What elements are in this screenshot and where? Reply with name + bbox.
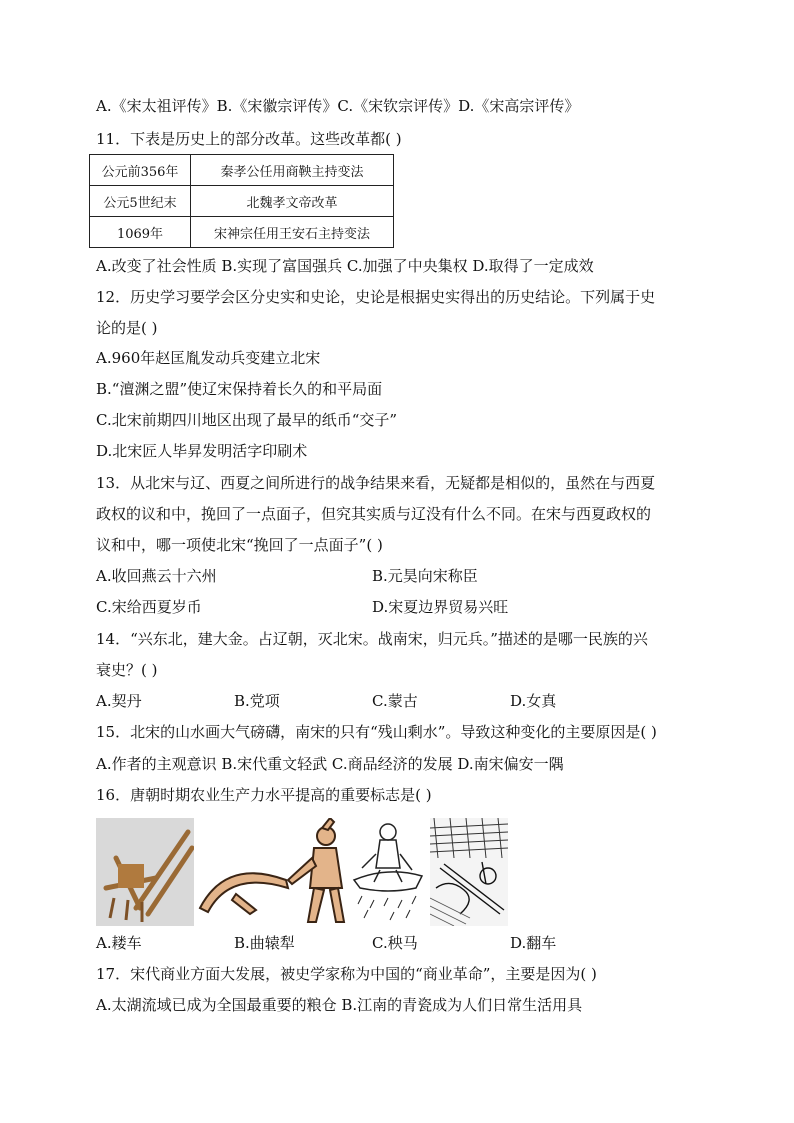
q14-stem-line1: 14．“兴东北，建大金。占辽朝，灭北宋。战南宋，归元兵。”描述的是哪一民族的兴	[96, 630, 648, 648]
q12-option-c: C.北宋前期四川地区出现了最早的纸币“交子”	[96, 411, 398, 429]
q10-options: A.《宋太祖评传》B.《宋徽宗评传》C.《宋钦宗评传》D.《宋高宗评传》	[96, 97, 580, 115]
table-row	[90, 155, 394, 186]
q14-option-a: A.契丹	[96, 692, 142, 710]
reform-table	[89, 154, 394, 248]
q13-option-a: A.收回燕云十六州	[96, 567, 217, 585]
q16-option-a: A.耧车	[96, 934, 142, 952]
q11-stem: 11．下表是历史上的部分改革。这些改革都( )	[96, 130, 402, 148]
q12-stem-line2: 论的是( )	[96, 319, 158, 337]
q12-option-a: A.960年赵匡胤发动兵变建立北宋	[96, 349, 321, 367]
louche-image	[96, 818, 194, 926]
q12-option-b: B.“澶渊之盟”使辽宋保持着长久的和平局面	[96, 380, 383, 398]
q13-option-d: D.宋夏边界贸易兴旺	[372, 598, 509, 616]
table-cell: 1069年	[90, 217, 191, 248]
q17-options: A.太湖流域已成为全国最重要的粮仓 B.江南的青瓷成为人们日常生活用具	[96, 996, 583, 1014]
q13-stem-line3: 议和中，哪一项使北宋“挽回了一点面子”( )	[96, 536, 383, 554]
q13-option-c: C.宋给西夏岁币	[96, 598, 202, 616]
table-cell: 北魏孝文帝改革	[191, 186, 394, 217]
table-cell: 公元前356年	[90, 155, 191, 186]
q13-stem-line2: 政权的议和中，挽回了一点面子，但究其实质与辽没有什么不同。在宋与西夏政权的	[96, 505, 652, 523]
fanche-image	[430, 818, 508, 926]
q13-option-b: B.元昊向宋称臣	[372, 567, 478, 585]
q16-option-b: B.曲辕犁	[234, 934, 295, 952]
yangma-image	[350, 818, 426, 926]
q11-options: A.改变了社会性质 B.实现了富国强兵 C.加强了中央集权 D.取得了一定成效	[96, 257, 594, 275]
quyuanli-image	[196, 818, 348, 926]
q16-option-d: D.翻车	[510, 934, 557, 952]
table-row	[90, 217, 394, 248]
q14-option-d: D.女真	[510, 692, 557, 710]
q16-option-c: C.秧马	[372, 934, 418, 952]
q15-stem: 15．北宋的山水画大气磅礴，南宋的只有“残山剩水”。导致这种变化的主要原因是( )	[96, 723, 657, 741]
q14-option-c: C.蒙古	[372, 692, 418, 710]
q13-stem-line1: 13．从北宋与辽、西夏之间所进行的战争结果来看，无疑都是相似的，虽然在与西夏	[96, 474, 656, 492]
q12-option-d: D.北宋匠人毕昇发明活字印刷术	[96, 442, 308, 460]
table-row	[90, 186, 394, 217]
table-cell: 秦孝公任用商鞅主持变法	[191, 155, 394, 186]
q17-stem: 17．宋代商业方面大发展，被史学家称为中国的“商业革命”，主要是因为( )	[96, 965, 597, 983]
q15-options: A.作者的主观意识 B.宋代重文轻武 C.商品经济的发展 D.南宋偏安一隅	[96, 755, 564, 773]
q14-stem-line2: 衰史？( )	[96, 661, 158, 679]
table-cell: 宋神宗任用王安石主持变法	[191, 217, 394, 248]
table-cell: 公元5世纪末	[90, 186, 191, 217]
q16-stem: 16．唐朝时期农业生产力水平提高的重要标志是( )	[96, 786, 432, 804]
q14-option-b: B.党项	[234, 692, 280, 710]
q12-stem-line1: 12．历史学习要学会区分史实和史论，史论是根据史实得出的历史结论。下列属于史	[96, 288, 656, 306]
